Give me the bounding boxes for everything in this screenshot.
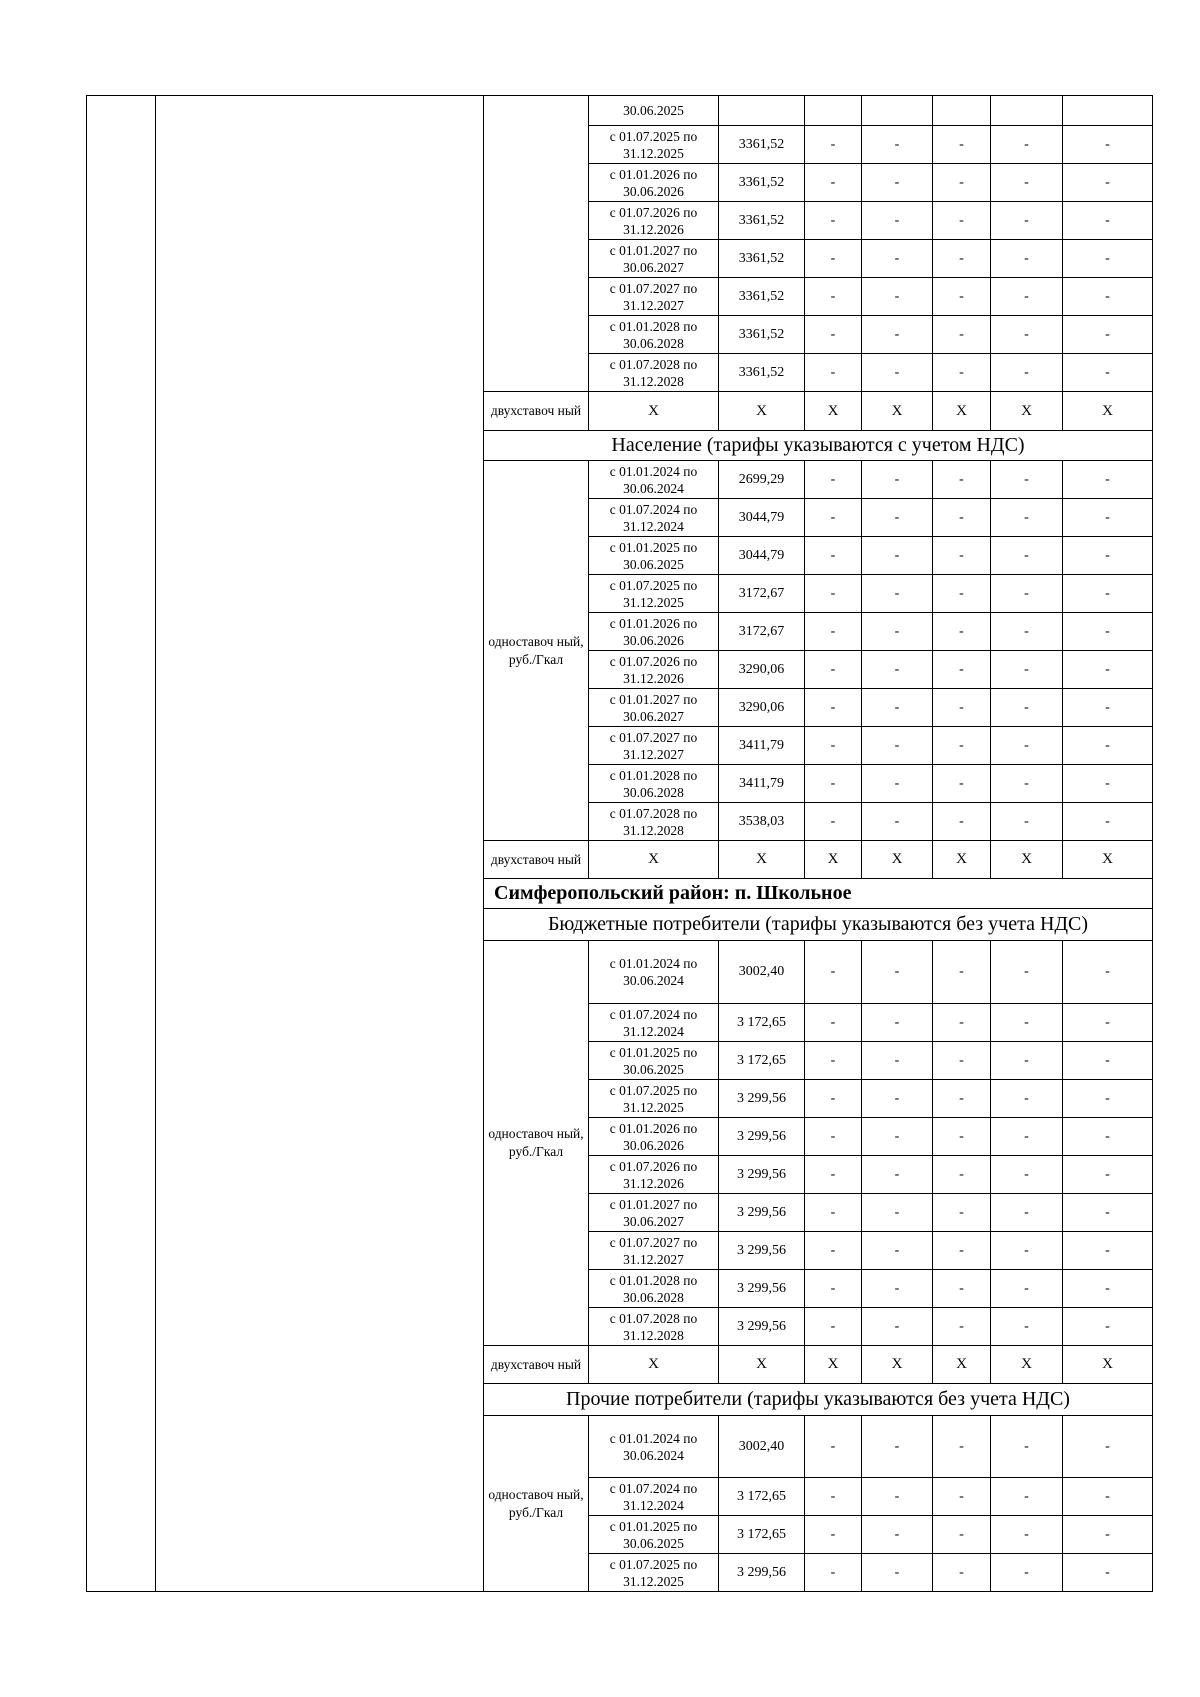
dash-cell: - xyxy=(933,613,991,651)
price-cell: 3361,52 xyxy=(719,240,805,278)
x-mark-cell: Х xyxy=(589,392,719,431)
two-rate-type-cell: двухставоч ный xyxy=(484,841,589,879)
dash-cell: - xyxy=(991,1308,1063,1346)
empty-cell xyxy=(1063,96,1153,126)
dash-cell: - xyxy=(991,126,1063,164)
dash-cell: - xyxy=(805,651,862,689)
dash-cell: - xyxy=(862,316,933,354)
dash-cell: - xyxy=(805,1516,862,1554)
price-cell: 3172,67 xyxy=(719,613,805,651)
dash-cell: - xyxy=(1063,1118,1153,1156)
price-cell: 3361,52 xyxy=(719,126,805,164)
x-mark-cell: Х xyxy=(1063,841,1153,879)
price-cell: 3 299,56 xyxy=(719,1232,805,1270)
period-cell: с 01.01.2026 по 30.06.2026 xyxy=(589,613,719,651)
dash-cell: - xyxy=(933,316,991,354)
dash-cell: - xyxy=(1063,354,1153,392)
dash-cell: - xyxy=(862,1042,933,1080)
dash-cell: - xyxy=(933,1042,991,1080)
dash-cell: - xyxy=(991,1554,1063,1592)
one-rate-type-cell: одноставоч ный, руб./Гкал xyxy=(484,941,589,1346)
period-cell: с 01.07.2026 по 31.12.2026 xyxy=(589,202,719,240)
dash-cell: - xyxy=(991,613,1063,651)
period-cell: с 01.01.2028 по 30.06.2028 xyxy=(589,1270,719,1308)
dash-cell: - xyxy=(805,1118,862,1156)
dash-cell: - xyxy=(933,1516,991,1554)
dash-cell: - xyxy=(933,164,991,202)
price-cell: 3 172,65 xyxy=(719,1516,805,1554)
dash-cell: - xyxy=(805,240,862,278)
dash-cell: - xyxy=(933,461,991,499)
price-cell: 2699,29 xyxy=(719,461,805,499)
dash-cell: - xyxy=(991,1416,1063,1478)
dash-cell: - xyxy=(991,499,1063,537)
period-cell: с 01.07.2025 по 31.12.2025 xyxy=(589,126,719,164)
dash-cell: - xyxy=(805,1194,862,1232)
dash-cell: - xyxy=(1063,1232,1153,1270)
dash-cell: - xyxy=(862,1118,933,1156)
dash-cell: - xyxy=(991,354,1063,392)
dash-cell: - xyxy=(1063,1080,1153,1118)
price-cell: 3290,06 xyxy=(719,689,805,727)
dash-cell: - xyxy=(805,1554,862,1592)
price-cell: 3538,03 xyxy=(719,803,805,841)
dash-cell: - xyxy=(933,1554,991,1592)
period-cell: с 01.01.2026 по 30.06.2026 xyxy=(589,164,719,202)
period-cell: с 01.07.2028 по 31.12.2028 xyxy=(589,803,719,841)
region-header: Симферопольский район: п. Школьное xyxy=(484,879,1153,909)
dash-cell: - xyxy=(805,354,862,392)
x-mark-cell: Х xyxy=(589,1346,719,1384)
dash-cell: - xyxy=(862,1416,933,1478)
dash-cell: - xyxy=(933,1416,991,1478)
period-cell: с 01.07.2025 по 31.12.2025 xyxy=(589,1554,719,1592)
dash-cell: - xyxy=(933,1478,991,1516)
dash-cell: - xyxy=(805,1080,862,1118)
period-cell: с 01.01.2027 по 30.06.2027 xyxy=(589,689,719,727)
dash-cell: - xyxy=(991,1004,1063,1042)
dash-cell: - xyxy=(805,1416,862,1478)
period-cell: с 01.07.2024 по 31.12.2024 xyxy=(589,1004,719,1042)
dash-cell: - xyxy=(862,1270,933,1308)
dash-cell: - xyxy=(862,1308,933,1346)
price-cell: 3361,52 xyxy=(719,316,805,354)
dash-cell: - xyxy=(862,537,933,575)
period-cell: с 01.07.2027 по 31.12.2027 xyxy=(589,278,719,316)
x-mark-cell: Х xyxy=(805,841,862,879)
dash-cell: - xyxy=(991,1232,1063,1270)
period-cell: с 01.01.2024 по 30.06.2024 xyxy=(589,461,719,499)
price-cell: 3411,79 xyxy=(719,765,805,803)
price-cell: 3 172,65 xyxy=(719,1478,805,1516)
dash-cell: - xyxy=(1063,727,1153,765)
price-cell: 3002,40 xyxy=(719,941,805,1004)
dash-cell: - xyxy=(862,613,933,651)
org-blank-cell xyxy=(156,96,484,1592)
period-cell: с 01.01.2028 по 30.06.2028 xyxy=(589,765,719,803)
dash-cell: - xyxy=(933,1194,991,1232)
dash-cell: - xyxy=(933,765,991,803)
period-cell: с 01.07.2028 по 31.12.2028 xyxy=(589,1308,719,1346)
dash-cell: - xyxy=(933,1308,991,1346)
dash-cell: - xyxy=(1063,1554,1153,1592)
tariff-table xyxy=(86,95,1153,1592)
period-cell: с 01.01.2024 по 30.06.2024 xyxy=(589,1416,719,1478)
period-cell: с 01.01.2027 по 30.06.2027 xyxy=(589,240,719,278)
dash-cell: - xyxy=(805,202,862,240)
dash-cell: - xyxy=(991,278,1063,316)
dash-cell: - xyxy=(862,1080,933,1118)
dash-cell: - xyxy=(805,613,862,651)
period-cell: с 01.01.2024 по 30.06.2024 xyxy=(589,941,719,1004)
period-cell: с 01.07.2026 по 31.12.2026 xyxy=(589,1156,719,1194)
dash-cell: - xyxy=(1063,1308,1153,1346)
dash-cell: - xyxy=(862,1554,933,1592)
dash-cell: - xyxy=(805,941,862,1004)
dash-cell: - xyxy=(805,461,862,499)
dash-cell: - xyxy=(805,1004,862,1042)
dash-cell: - xyxy=(1063,1042,1153,1080)
dash-cell: - xyxy=(805,537,862,575)
price-cell: 3002,40 xyxy=(719,1416,805,1478)
dash-cell: - xyxy=(805,575,862,613)
price-cell: 3 299,56 xyxy=(719,1118,805,1156)
dash-cell: - xyxy=(933,240,991,278)
consumer-group-header: Прочие потребители (тарифы указываются без учета НДС) xyxy=(484,1384,1153,1416)
dash-cell: - xyxy=(805,1270,862,1308)
dash-cell: - xyxy=(933,126,991,164)
x-mark-cell: Х xyxy=(933,1346,991,1384)
two-rate-type-cell: двухставоч ный xyxy=(484,1346,589,1384)
dash-cell: - xyxy=(991,765,1063,803)
x-mark-cell: Х xyxy=(805,392,862,431)
two-rate-type-cell: двухставоч ный xyxy=(484,392,589,431)
dash-cell: - xyxy=(933,941,991,1004)
dash-cell: - xyxy=(805,727,862,765)
dash-cell: - xyxy=(991,727,1063,765)
price-cell: 3044,79 xyxy=(719,537,805,575)
dash-cell: - xyxy=(862,164,933,202)
x-mark-cell: Х xyxy=(719,392,805,431)
dash-cell: - xyxy=(991,689,1063,727)
dash-cell: - xyxy=(862,575,933,613)
dash-cell: - xyxy=(862,765,933,803)
empty-cell xyxy=(991,96,1063,126)
dash-cell: - xyxy=(991,1118,1063,1156)
price-cell: 3411,79 xyxy=(719,727,805,765)
dash-cell: - xyxy=(805,126,862,164)
dash-cell: - xyxy=(1063,1516,1153,1554)
dash-cell: - xyxy=(991,1516,1063,1554)
x-mark-cell: Х xyxy=(1063,392,1153,431)
dash-cell: - xyxy=(991,202,1063,240)
dash-cell: - xyxy=(933,278,991,316)
price-cell: 3 172,65 xyxy=(719,1042,805,1080)
period-cell: с 01.07.2028 по 31.12.2028 xyxy=(589,354,719,392)
empty-cell xyxy=(862,96,933,126)
x-mark-cell: Х xyxy=(1063,1346,1153,1384)
dash-cell: - xyxy=(933,1004,991,1042)
dash-cell: - xyxy=(805,1156,862,1194)
dash-cell: - xyxy=(862,1156,933,1194)
dash-cell: - xyxy=(1063,941,1153,1004)
dash-cell: - xyxy=(933,1270,991,1308)
dash-cell: - xyxy=(862,651,933,689)
dash-cell: - xyxy=(933,727,991,765)
dash-cell: - xyxy=(862,1194,933,1232)
empty-cell xyxy=(805,96,862,126)
price-cell: 3 299,56 xyxy=(719,1156,805,1194)
period-cell: с 01.07.2027 по 31.12.2027 xyxy=(589,1232,719,1270)
dash-cell: - xyxy=(805,1308,862,1346)
dash-cell: - xyxy=(862,1478,933,1516)
dash-cell: - xyxy=(933,1118,991,1156)
dash-cell: - xyxy=(1063,765,1153,803)
dash-cell: - xyxy=(991,941,1063,1004)
dash-cell: - xyxy=(805,803,862,841)
dash-cell: - xyxy=(1063,537,1153,575)
price-cell: 3 299,56 xyxy=(719,1308,805,1346)
period-cell: с 01.01.2028 по 30.06.2028 xyxy=(589,316,719,354)
dash-cell: - xyxy=(933,537,991,575)
dash-cell: - xyxy=(991,1080,1063,1118)
price-cell: 3172,67 xyxy=(719,575,805,613)
dash-cell: - xyxy=(862,803,933,841)
empty-cell xyxy=(933,96,991,126)
dash-cell: - xyxy=(991,803,1063,841)
price-cell: 3361,52 xyxy=(719,354,805,392)
dash-cell: - xyxy=(1063,613,1153,651)
dash-cell: - xyxy=(991,240,1063,278)
dash-cell: - xyxy=(1063,164,1153,202)
dash-cell: - xyxy=(862,126,933,164)
dash-cell: - xyxy=(862,278,933,316)
period-cell: с 01.07.2024 по 31.12.2024 xyxy=(589,499,719,537)
dash-cell: - xyxy=(862,354,933,392)
dash-cell: - xyxy=(862,689,933,727)
x-mark-cell: Х xyxy=(589,841,719,879)
dash-cell: - xyxy=(1063,278,1153,316)
consumer-group-header: Бюджетные потребители (тарифы указываются без учета НДС) xyxy=(484,909,1153,941)
period-cell: с 01.07.2024 по 31.12.2024 xyxy=(589,1478,719,1516)
dash-cell: - xyxy=(991,1156,1063,1194)
dash-cell: - xyxy=(862,727,933,765)
one-rate-type-cell: одноставоч ный, руб./Гкал xyxy=(484,461,589,841)
dash-cell: - xyxy=(1063,316,1153,354)
dash-cell: - xyxy=(933,499,991,537)
dash-cell: - xyxy=(862,499,933,537)
dash-cell: - xyxy=(862,1516,933,1554)
x-mark-cell: Х xyxy=(991,1346,1063,1384)
dash-cell: - xyxy=(991,1194,1063,1232)
price-cell: 3 299,56 xyxy=(719,1554,805,1592)
dash-cell: - xyxy=(933,202,991,240)
dash-cell: - xyxy=(805,164,862,202)
dash-cell: - xyxy=(933,803,991,841)
period-cell: с 01.01.2025 по 30.06.2025 xyxy=(589,1042,719,1080)
dash-cell: - xyxy=(1063,126,1153,164)
dash-cell: - xyxy=(805,1232,862,1270)
dash-cell: - xyxy=(991,1270,1063,1308)
period-cell: с 01.07.2025 по 31.12.2025 xyxy=(589,1080,719,1118)
price-cell: 3 299,56 xyxy=(719,1270,805,1308)
period-cell: с 01.01.2025 по 30.06.2025 xyxy=(589,537,719,575)
price-cell: 3361,52 xyxy=(719,164,805,202)
period-cell: с 01.01.2025 по 30.06.2025 xyxy=(589,1516,719,1554)
period-cell: с 01.01.2026 по 30.06.2026 xyxy=(589,1118,719,1156)
dash-cell: - xyxy=(805,1042,862,1080)
dash-cell: - xyxy=(991,1478,1063,1516)
one-rate-type-cell: одноставоч ный, руб./Гкал xyxy=(484,1416,589,1592)
dash-cell: - xyxy=(1063,499,1153,537)
table-row xyxy=(87,96,1153,126)
dash-cell: - xyxy=(862,202,933,240)
dash-cell: - xyxy=(991,461,1063,499)
dash-cell: - xyxy=(862,941,933,1004)
dash-cell: - xyxy=(1063,1004,1153,1042)
dash-cell: - xyxy=(991,575,1063,613)
dash-cell: - xyxy=(862,1004,933,1042)
dash-cell: - xyxy=(991,164,1063,202)
dash-cell: - xyxy=(991,316,1063,354)
dash-cell: - xyxy=(805,689,862,727)
dash-cell: - xyxy=(933,689,991,727)
x-mark-cell: Х xyxy=(991,841,1063,879)
dash-cell: - xyxy=(805,765,862,803)
x-mark-cell: Х xyxy=(862,841,933,879)
period-cell: с 01.01.2027 по 30.06.2027 xyxy=(589,1194,719,1232)
dash-cell: - xyxy=(1063,202,1153,240)
dash-cell: - xyxy=(1063,689,1153,727)
dash-cell: - xyxy=(862,461,933,499)
x-mark-cell: Х xyxy=(805,1346,862,1384)
x-mark-cell: Х xyxy=(991,392,1063,431)
dash-cell: - xyxy=(1063,803,1153,841)
price-cell: 3 299,56 xyxy=(719,1080,805,1118)
price-cell: 3044,79 xyxy=(719,499,805,537)
x-mark-cell: Х xyxy=(862,392,933,431)
dash-cell: - xyxy=(1063,240,1153,278)
dash-cell: - xyxy=(933,1156,991,1194)
dash-cell: - xyxy=(805,316,862,354)
dash-cell: - xyxy=(933,354,991,392)
dash-cell: - xyxy=(991,1042,1063,1080)
dash-cell: - xyxy=(1063,1270,1153,1308)
dash-cell: - xyxy=(1063,1194,1153,1232)
x-mark-cell: Х xyxy=(719,841,805,879)
type-blank-cell xyxy=(484,96,589,392)
dash-cell: - xyxy=(805,1478,862,1516)
empty-cell xyxy=(719,96,805,126)
left-blank-cell xyxy=(87,96,156,1592)
dash-cell: - xyxy=(1063,1156,1153,1194)
price-cell: 3361,52 xyxy=(719,278,805,316)
consumer-group-header: Население (тарифы указываются с учетом НДС) xyxy=(484,431,1153,461)
price-cell: 3 299,56 xyxy=(719,1194,805,1232)
dash-cell: - xyxy=(862,240,933,278)
x-mark-cell: Х xyxy=(933,392,991,431)
period-cell: с 01.07.2026 по 31.12.2026 xyxy=(589,651,719,689)
period-cell: с 01.07.2025 по 31.12.2025 xyxy=(589,575,719,613)
dash-cell: - xyxy=(933,1232,991,1270)
x-mark-cell: Х xyxy=(719,1346,805,1384)
period-cell: с 01.07.2027 по 31.12.2027 xyxy=(589,727,719,765)
price-cell: 3 172,65 xyxy=(719,1004,805,1042)
dash-cell: - xyxy=(1063,1478,1153,1516)
dash-cell: - xyxy=(1063,651,1153,689)
dash-cell: - xyxy=(1063,1416,1153,1478)
dash-cell: - xyxy=(933,575,991,613)
dash-cell: - xyxy=(1063,575,1153,613)
x-mark-cell: Х xyxy=(862,1346,933,1384)
dash-cell: - xyxy=(805,278,862,316)
dash-cell: - xyxy=(933,651,991,689)
table-body xyxy=(87,96,1153,1592)
dash-cell: - xyxy=(933,1080,991,1118)
price-cell: 3361,52 xyxy=(719,202,805,240)
dash-cell: - xyxy=(862,1232,933,1270)
dash-cell: - xyxy=(991,537,1063,575)
x-mark-cell: Х xyxy=(933,841,991,879)
dash-cell: - xyxy=(991,651,1063,689)
period-cell: 30.06.2025 xyxy=(589,96,719,126)
dash-cell: - xyxy=(1063,461,1153,499)
price-cell: 3290,06 xyxy=(719,651,805,689)
dash-cell: - xyxy=(805,499,862,537)
